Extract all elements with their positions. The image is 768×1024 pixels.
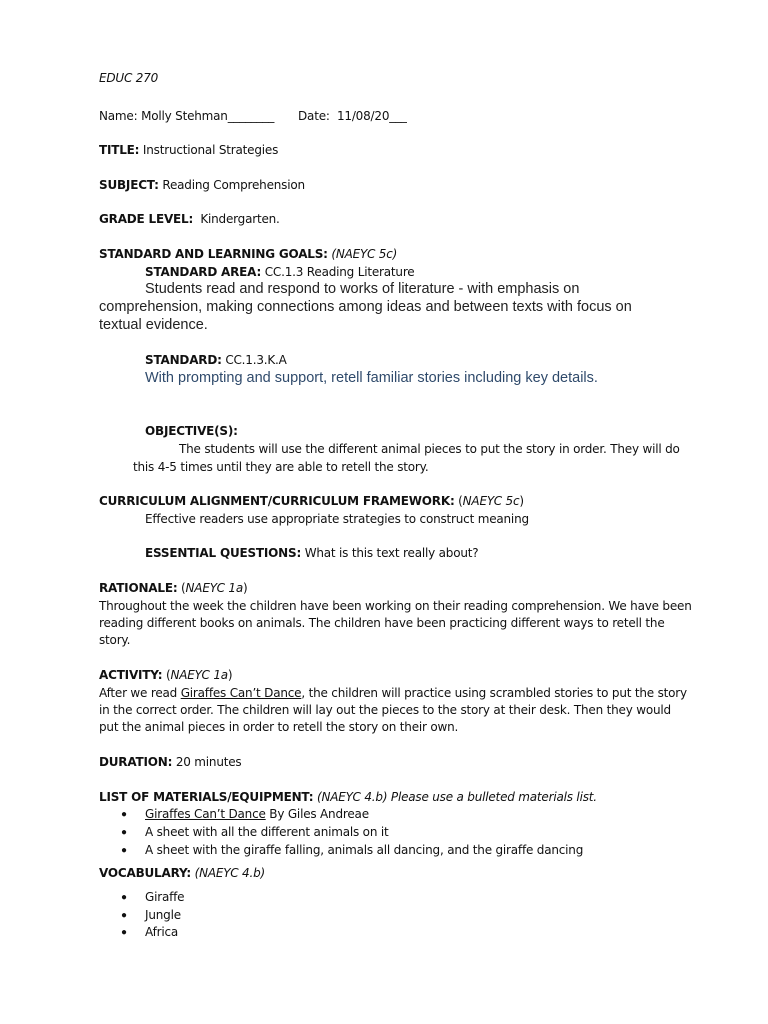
date-line: Date: 11/08/20___ xyxy=(298,109,407,123)
vocabulary-heading: VOCABULARY: (NAEYC 4.b) xyxy=(99,866,265,880)
standard-desc: With prompting and support, retell familiar stories including key details. xyxy=(145,370,598,386)
vocabulary-item-3: Africa xyxy=(145,925,179,939)
activity-line-2: in the correct order. The children will lay out the pieces to the story at their desk. Then they would xyxy=(99,703,671,717)
activity-line-1: After we read Giraffes Can’t Dance, the children will practice using scrambled stories to put the story xyxy=(99,686,687,700)
name-line: Name: Molly Stehman________ xyxy=(99,109,275,123)
grade-line: GRADE LEVEL: Kindergarten. xyxy=(99,212,280,226)
standard-area-desc-2: comprehension, making connections among ideas and between texts with focus on xyxy=(99,299,632,315)
bullet-icon: ● xyxy=(121,892,128,903)
vocabulary-item-1: Giraffe xyxy=(145,890,185,904)
bullet-icon: ● xyxy=(121,910,128,921)
title-line: TITLE: Instructional Strategies xyxy=(99,143,279,157)
objective-line-1: The students will use the different animal pieces to put the story in order. They will do xyxy=(179,442,680,456)
date-value: 11/08/20___ xyxy=(336,109,407,123)
course-code: EDUC 270 xyxy=(99,71,159,85)
standard-area: STANDARD AREA: CC.1.3 Reading Literature xyxy=(145,265,415,279)
objective-line-2: this 4-5 times until they are able to retell the story. xyxy=(133,460,429,474)
vocabulary-item-2: Jungle xyxy=(145,908,181,922)
bullet-icon: ● xyxy=(121,809,128,820)
curriculum-heading: CURRICULUM ALIGNMENT/CURRICULUM FRAMEWORK: (NAEYC 5c) xyxy=(99,494,524,508)
essential-questions: ESSENTIAL QUESTIONS: What is this text really about? xyxy=(145,546,479,560)
bullet-icon: ● xyxy=(121,927,128,938)
standard-area-desc-3: textual evidence. xyxy=(99,317,208,333)
rationale-line-2: reading different books on animals. The children have been practicing different ways to retell the xyxy=(99,616,665,630)
standard-line: STANDARD: CC.1.3.K.A xyxy=(145,353,287,367)
objective-heading: OBJECTIVE(S): xyxy=(145,424,238,438)
bullet-icon: ● xyxy=(121,827,128,838)
materials-item-3: A sheet with the giraffe falling, animals all dancing, and the giraffe dancing xyxy=(145,843,584,857)
bullet-icon: ● xyxy=(121,845,128,856)
duration-line: DURATION: 20 minutes xyxy=(99,755,242,769)
materials-item-1: Giraffes Can’t Dance By Giles Andreae xyxy=(145,807,369,821)
activity-line-3: put the animal pieces in order to retell the story on their own. xyxy=(99,720,459,734)
activity-heading: ACTIVITY: (NAEYC 1a) xyxy=(99,668,233,682)
student-name: Molly Stehman________ xyxy=(141,109,275,123)
materials-heading: LIST OF MATERIALS/EQUIPMENT: (NAEYC 4.b) Please use a bulleted materials list. xyxy=(99,790,597,804)
subject-line: SUBJECT: Reading Comprehension xyxy=(99,178,305,192)
curriculum-text: Effective readers use appropriate strategies to construct meaning xyxy=(145,512,529,526)
standard-area-desc-1: Students read and respond to works of literature - with emphasis on xyxy=(145,281,580,297)
rationale-line-1: Throughout the week the children have been working on their reading comprehension. We have been xyxy=(99,599,692,613)
book-title: Giraffes Can’t Dance xyxy=(180,686,302,700)
rationale-line-3: story. xyxy=(99,633,131,647)
materials-item-2: A sheet with all the different animals on it xyxy=(145,825,389,839)
rationale-heading: RATIONALE: (NAEYC 1a) xyxy=(99,581,248,595)
standards-heading: STANDARD AND LEARNING GOALS: (NAEYC 5c) xyxy=(99,247,398,261)
